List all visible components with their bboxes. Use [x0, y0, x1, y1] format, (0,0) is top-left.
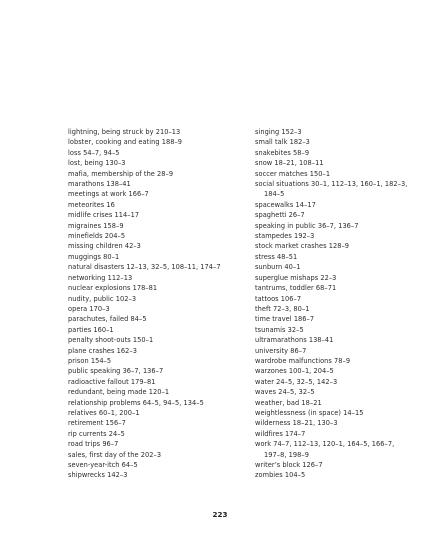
- index-entry-text: speaking in public 36–7, 136–7: [255, 221, 359, 230]
- index-entry-text: sunburn 40–1: [255, 263, 301, 272]
- index-entry-text: theft 72–3, 80–1: [255, 304, 310, 313]
- index-entry-text: wardrobe malfunctions 78–9: [255, 356, 351, 365]
- index-entry-text: minefields 204–5: [68, 232, 126, 241]
- index-entry: [68, 200, 238, 210]
- page-number: 223: [212, 510, 228, 519]
- index-entry-text: writer’s block 126–7: [255, 461, 323, 469]
- index-entry: [68, 221, 238, 231]
- index-entry: [255, 418, 430, 428]
- index-entry-text: marathons 138–41: [68, 180, 131, 189]
- index-entry: [68, 294, 238, 304]
- index-entry-text: rip currents 24–5: [68, 429, 125, 438]
- index-entry-text: weather, bad 18–21: [255, 398, 322, 407]
- index-entry: [255, 158, 430, 168]
- index-entry-text: lobster, cooking and eating 188–9: [68, 138, 183, 147]
- index-entry-text: stampedes 192–3: [255, 232, 315, 241]
- index-entry-text: nudity, public 102–3: [68, 294, 137, 303]
- index-entry-text: lost, being 130–3: [68, 159, 126, 168]
- index-entry: [255, 460, 430, 470]
- index-entry-text: meetings at work 166–7: [68, 190, 149, 199]
- index-entry-text: singing 152–3: [255, 128, 302, 136]
- index-entry: [255, 314, 430, 324]
- index-entry-text: work 74–7, 112–13, 120–1, 164–5, 166–7,: [255, 440, 395, 449]
- index-entry: [255, 283, 430, 293]
- index-entry-text: tantrums, toddler 68–71: [255, 284, 337, 293]
- index-entry: [68, 158, 238, 168]
- index-entry-text: migraines 158–9: [68, 221, 124, 230]
- index-entry: [255, 304, 430, 314]
- index-entry-text: missing children 42–3: [68, 242, 141, 251]
- index-entry-text: road trips 96–7: [68, 440, 119, 449]
- index-entry-text: penalty shoot-outs 150–1: [68, 336, 154, 345]
- index-entry: [68, 470, 238, 480]
- index-entry-text: lightning, being struck by 210–13: [68, 128, 181, 136]
- index-entry-text: shipwrecks 142–3: [68, 471, 128, 480]
- index-column-left: [68, 127, 238, 481]
- index-entry: [255, 231, 430, 241]
- index-entry-text: tattoos 106–7: [255, 294, 302, 303]
- index-entry-text: small talk 182–3: [255, 138, 310, 147]
- index-entry: [255, 221, 430, 231]
- index-entry-text: public speaking 36–7, 136–7: [68, 367, 164, 376]
- index-entry: [255, 398, 430, 408]
- index-entry: [255, 241, 430, 251]
- index-entry-text: warzones 100–1, 204–5: [255, 367, 334, 376]
- index-entry-text: redundant, being made 120–1: [68, 388, 170, 397]
- index-entry: [68, 304, 238, 314]
- index-entry-text: stock market crashes 128–9: [255, 242, 350, 251]
- index-entry: [68, 283, 238, 293]
- index-entry: [255, 200, 430, 210]
- index-entry-text: networking 112–13: [68, 273, 133, 282]
- index-entry-text: spaghetti 26–7: [255, 211, 305, 220]
- index-entry-text: sales, first day of the 202–3: [68, 450, 162, 459]
- index-entry-text: zombies 104–5: [255, 471, 306, 480]
- index-entry: [68, 377, 238, 387]
- index-entry-text: spacewalks 14–17: [255, 200, 316, 209]
- index-entry: [68, 210, 238, 220]
- index-entry: [68, 137, 238, 147]
- index-entry-text: relatives 60–1, 200–1: [68, 408, 140, 417]
- index-entry: [255, 137, 430, 147]
- index-entry: [68, 429, 238, 439]
- index-entry: [68, 189, 238, 199]
- index-entry-text: prison 154–5: [68, 356, 112, 365]
- index-entry-text: stress 48–51: [255, 252, 298, 261]
- index-entry: [255, 356, 430, 366]
- index-entry: [255, 169, 430, 179]
- index-entry-text: superglue mishaps 22–3: [255, 273, 337, 282]
- index-entry-text: retirement 156–7: [68, 419, 126, 428]
- index-entry: [68, 418, 238, 428]
- index-entry-text: parachutes, failed 84–5: [68, 315, 147, 324]
- index-entry: [68, 231, 238, 241]
- index-entry-text: time travel 186–7: [255, 315, 315, 324]
- index-entry: [68, 346, 238, 356]
- index-entry: [255, 470, 430, 480]
- index-entry: [68, 273, 238, 283]
- index-entry: [68, 387, 238, 397]
- index-entry-continuation: 197–8, 198–9: [264, 450, 309, 459]
- index-entry: [255, 377, 430, 387]
- index-entry-text: natural disasters 12–13, 32–5, 108–11, 174–7: [68, 263, 221, 272]
- index-entry: [255, 294, 430, 304]
- index-entry: [68, 262, 238, 272]
- index-entry-text: loss 54–7, 94–5: [68, 148, 120, 157]
- index-entry: [255, 387, 430, 397]
- index-entry: [255, 179, 430, 200]
- index-entry-text: waves 24–5, 32–5: [255, 388, 315, 397]
- index-entry-text: opera 170–3: [68, 304, 110, 313]
- index-entry: [255, 210, 430, 220]
- index-entry-text: university 86–7: [255, 346, 307, 355]
- index-entry: [68, 398, 238, 408]
- index-entry: [255, 148, 430, 158]
- index-entry: [255, 273, 430, 283]
- index-entry: [68, 127, 238, 137]
- index-entry-text: ultramarathons 138–41: [255, 336, 334, 345]
- index-entry-text: snow 18–21, 108–11: [255, 159, 324, 168]
- index-entry: [255, 346, 430, 356]
- index-entry-text: seven-year-itch 64–5: [68, 461, 138, 469]
- index-entry-text: wilderness 18–21, 130–3: [255, 419, 338, 428]
- index-entry: [68, 356, 238, 366]
- index-entry: [68, 252, 238, 262]
- index-entry-text: nuclear explosions 178–81: [68, 284, 158, 293]
- index-entry: [255, 335, 430, 345]
- index-entry-text: snakebites 58–9: [255, 148, 310, 157]
- index-entry: [68, 241, 238, 251]
- index-entry: [255, 429, 430, 439]
- index-entry-text: plane crashes 162–3: [68, 346, 137, 355]
- index-entry-text: wildfires 174–7: [255, 429, 306, 438]
- index-entry: [68, 148, 238, 158]
- index-entry: [68, 366, 238, 376]
- index-entry: [68, 179, 238, 189]
- index-entry: [255, 366, 430, 376]
- index-entry: [255, 325, 430, 335]
- index-entry-text: midlife crises 114–17: [68, 211, 140, 220]
- index-entry: [255, 127, 430, 137]
- index-entry: [255, 252, 430, 262]
- index-entry-text: water 24–5, 32–5, 142–3: [255, 377, 338, 386]
- index-entry-text: parties 160–1: [68, 325, 114, 334]
- index-entry-text: weightlessness (in space) 14–15: [255, 408, 364, 417]
- index-entry: [68, 169, 238, 179]
- index-entry-text: meteorites 16: [68, 200, 115, 209]
- index-entry-text: mafia, membership of the 28–9: [68, 169, 174, 178]
- index-column-right: [255, 127, 430, 481]
- index-entry-text: radioactive fallout 179–81: [68, 377, 156, 386]
- index-entry: [68, 408, 238, 418]
- index-entry: [68, 335, 238, 345]
- index-entry-text: soccer matches 150–1: [255, 169, 331, 178]
- index-entry: [68, 325, 238, 335]
- index-entry-continuation: 184–5: [264, 190, 285, 199]
- index-entry: [68, 439, 238, 449]
- index-entry-text: muggings 80–1: [68, 252, 120, 261]
- index-entry: [255, 408, 430, 418]
- index-entry: [68, 314, 238, 324]
- index-entry: [68, 460, 238, 470]
- index-entry-text: social situations 30–1, 112–13, 160–1, 182–3,: [255, 180, 408, 189]
- index-entry: [68, 450, 238, 460]
- index-entry-text: relationship problems 64–5, 94–5, 134–5: [68, 398, 204, 407]
- index-entry: [255, 262, 430, 272]
- index-entry: [255, 439, 430, 460]
- index-entry-text: tsunamis 32–5: [255, 325, 304, 334]
